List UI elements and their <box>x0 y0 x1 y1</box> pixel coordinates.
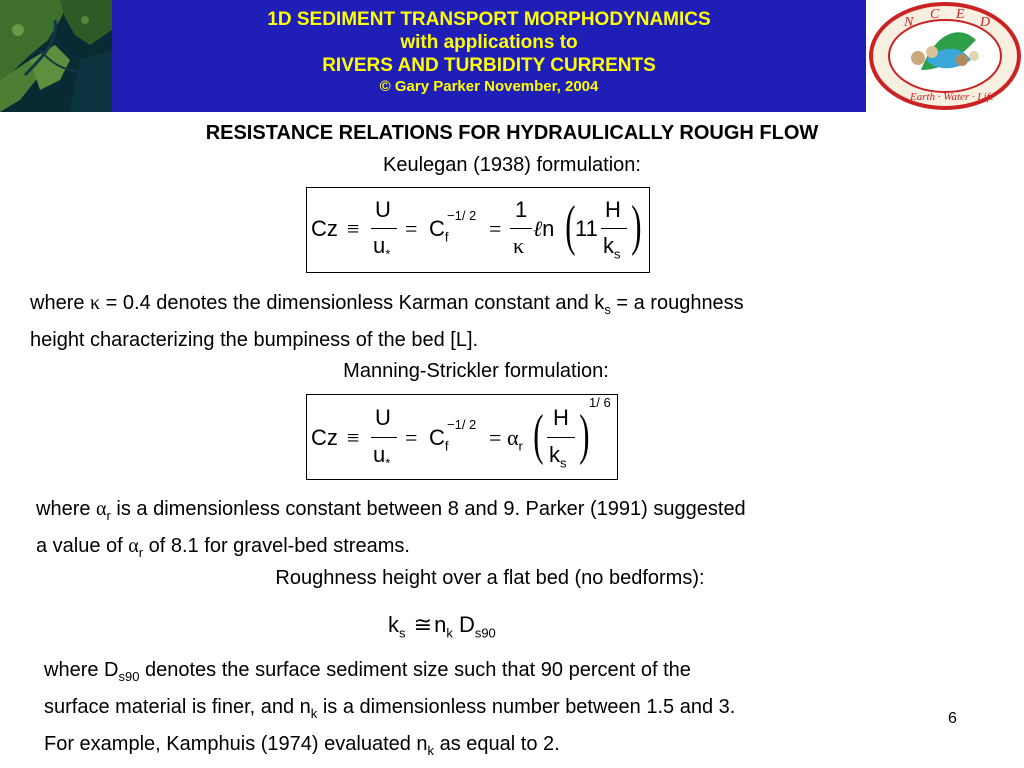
eleven: 11 <box>575 216 598 241</box>
manning-label: Manning-Strickler formulation: <box>343 360 609 382</box>
cf-exponent: −1/ 2 <box>447 208 477 223</box>
title-line-2: with applications to <box>400 32 578 53</box>
fraction-bar <box>371 437 397 438</box>
d90-paragraph <box>44 655 735 766</box>
logo-ring-text: Earth · Water · Life <box>910 91 995 103</box>
left-paren: ( <box>533 404 544 466</box>
fraction-bar-2 <box>510 228 532 229</box>
karman-line-2: height characterizing the bumpiness of the bed [L]. <box>30 329 479 351</box>
slide-banner <box>0 0 1024 112</box>
equiv-symbol: ≡ <box>347 216 360 241</box>
ln-symbol: ℓn <box>533 216 555 241</box>
power-exponent: 1/ 6 <box>589 395 611 410</box>
roughness-label: Roughness height over a flat bed (no bedforms): <box>275 567 705 589</box>
logo-letter-e: E <box>956 7 965 22</box>
equals-symbol-2: = <box>489 425 502 450</box>
alpha-line-1: where $\alpha_r$ is a dimensionless constant between 8 and 9. Parker (1991) suggested <box>36 498 746 523</box>
right-paren: ) <box>579 404 590 466</box>
copyright-line: © Gary Parker November, 2004 <box>379 78 599 95</box>
numerator-h: H <box>553 405 569 430</box>
cf-symbol: $C_f$ <box>429 425 449 454</box>
fraction-bar <box>371 228 397 229</box>
denominator-ks: $k_s$ <box>549 442 567 471</box>
cf-exponent: −1/ 2 <box>447 417 477 432</box>
karman-line-1: where κ = 0.4 denotes the dimensionless Karman constant and $k_s = a$ roughness <box>30 292 744 317</box>
keulegan-equation-box <box>306 187 650 273</box>
cf-symbol: $C_f$ <box>429 216 449 245</box>
d90-line-1: where $D_{s90}$ denotes the surface sediment size such that 90 percent of the <box>44 659 691 684</box>
logo-letter-d: D <box>980 15 991 30</box>
title-box <box>112 0 866 112</box>
satellite-delta-image <box>0 0 112 112</box>
alpha-paragraph <box>36 494 746 568</box>
denominator-ks: $k_s$ <box>603 233 621 262</box>
denominator-u: $u_*$ <box>373 442 391 471</box>
equals-symbol: = <box>405 216 418 241</box>
cz-symbol: Cz <box>311 216 338 241</box>
numerator-h: H <box>605 197 621 222</box>
d90-line-3: For example, Kamphuis (1974) evaluated $n_k$ as equal to 2. <box>44 733 560 758</box>
fraction-bar-2 <box>547 437 575 438</box>
numerator-one: 1 <box>515 197 528 222</box>
numerator-u: U <box>375 405 391 430</box>
roughness-equation: $k_s$ $≅n_k$ $D_{s90}$ <box>388 612 496 641</box>
page-number: 6 <box>948 710 957 727</box>
numerator-u: U <box>375 197 391 222</box>
denominator-u: $u_*$ <box>373 233 391 262</box>
alpha-line-2: a value of $\alpha_r$ of 8.1 for gravel-bed streams. <box>36 535 410 560</box>
title-line-1: 1D SEDIMENT TRANSPORT MORPHODYNAMICS <box>267 9 711 30</box>
fraction-bar-3 <box>601 228 627 229</box>
slide-heading: RESISTANCE RELATIONS FOR HYDRAULICALLY ROUGH FLOW <box>205 122 819 144</box>
keulegan-label: Keulegan (1938) formulation: <box>383 154 641 176</box>
cz-symbol: Cz <box>311 425 338 450</box>
equals-symbol-2: = <box>489 216 502 241</box>
logo-letter-c: C <box>930 7 940 22</box>
equiv-symbol: ≡ <box>347 425 360 450</box>
d90-line-2: surface material is finer, and $n_k$ is a dimensionless number between 1.5 and 3. <box>44 696 736 721</box>
manning-equation-box <box>306 394 618 480</box>
logo-letter-n: N <box>904 15 914 30</box>
equals-symbol: = <box>405 425 418 450</box>
nced-logo <box>866 0 1024 112</box>
left-paren: ( <box>565 195 576 257</box>
right-paren: ) <box>631 195 642 257</box>
kappa-symbol: κ <box>513 233 525 258</box>
karman-paragraph <box>30 288 744 355</box>
alpha-r-symbol: $\alpha_r$ <box>507 425 523 454</box>
title-line-3: RIVERS AND TURBIDITY CURRENTS <box>322 55 656 76</box>
